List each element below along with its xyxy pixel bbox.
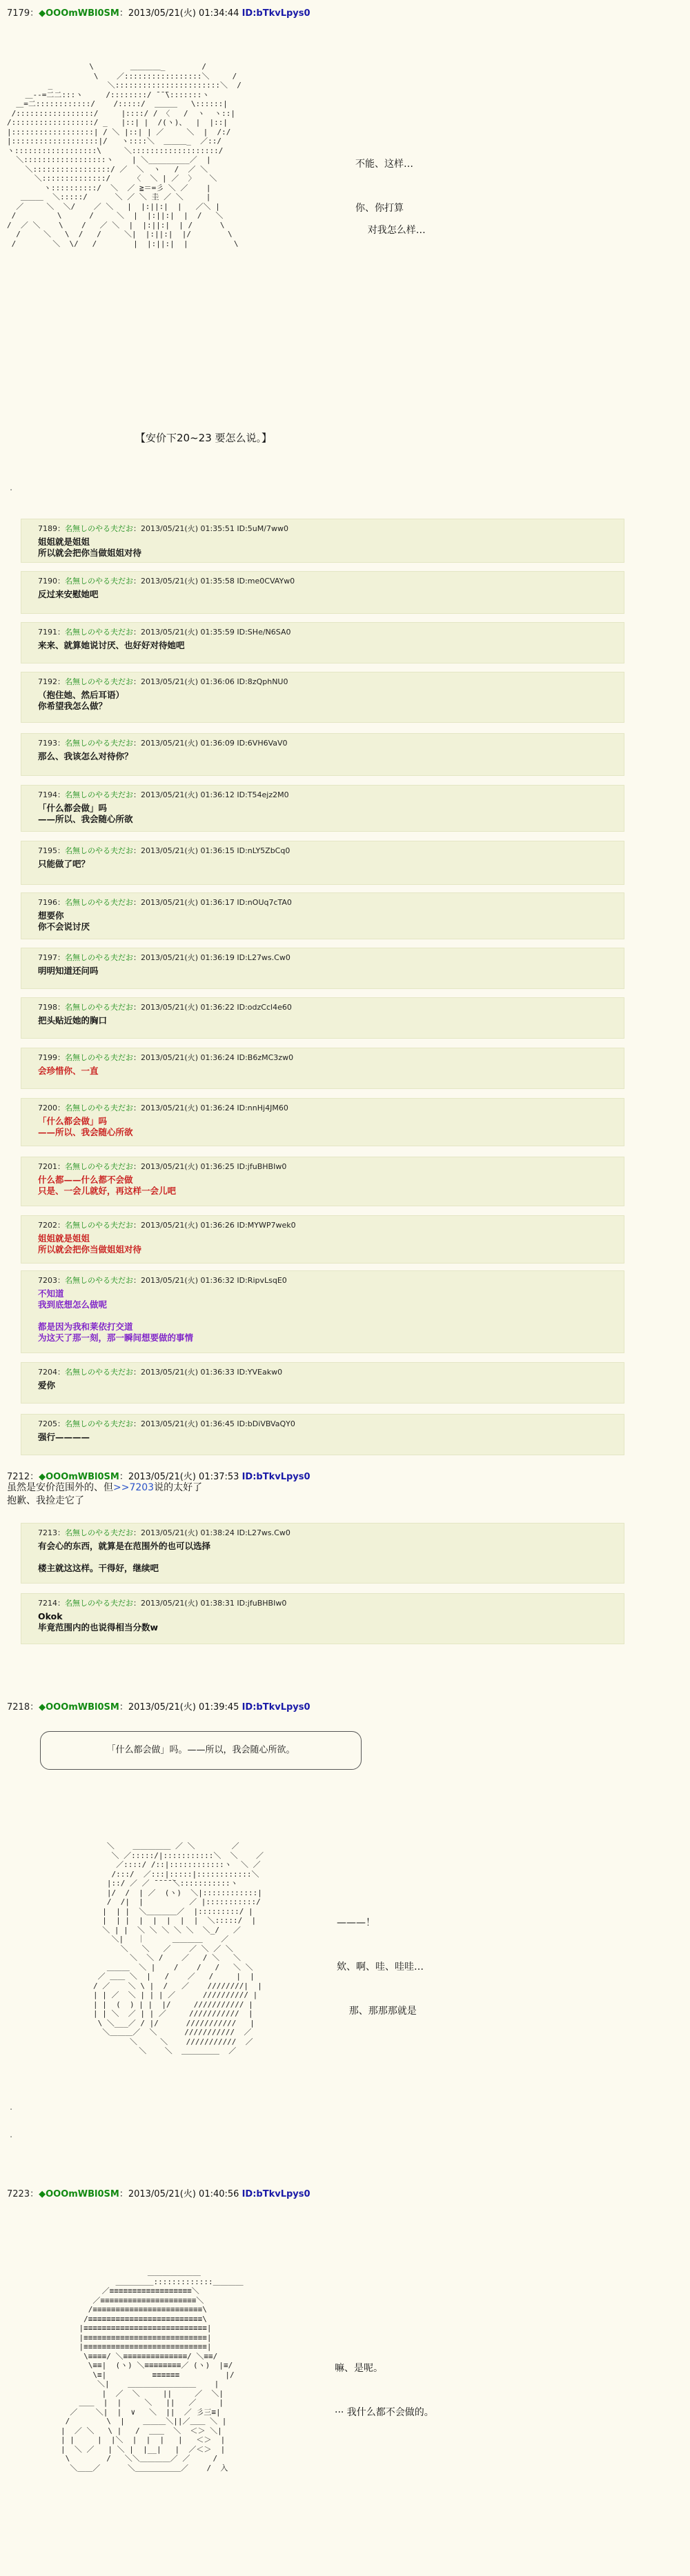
reply-header: 7201：名無しのやる夫だお：2013/05/21(火) 01:36:25 ID:jfuBHBIw0: [38, 1162, 287, 1171]
separator-dot: .: [10, 2130, 13, 2140]
reply-date: ：2013/05/21(火) 01:36:06: [133, 677, 235, 686]
post-date: ：2013/05/21(火) 01:40:56: [119, 2189, 239, 2199]
reply-id[interactable]: ID:8zQphNU0: [237, 677, 288, 686]
reply-box: [21, 1414, 624, 1455]
reply-box: [21, 1593, 624, 1644]
reply-number[interactable]: 7190: [38, 577, 57, 586]
reply-date: ：2013/05/21(火) 01:36:19: [133, 953, 235, 962]
reply-number[interactable]: 7193: [38, 739, 57, 748]
poster-name[interactable]: ◆OOOmWBl0SM: [39, 8, 119, 19]
reply-text: 什么都——什么都不会做 只是、一会儿就好，再这样一会儿吧: [38, 1175, 177, 1196]
reply-id[interactable]: ID:B6zMC3zw0: [237, 1053, 294, 1062]
poster-name[interactable]: ◆OOOmWBl0SM: [39, 2189, 119, 2199]
reply-box: [21, 1362, 624, 1404]
reply-number[interactable]: 7200: [38, 1104, 57, 1112]
reply-number[interactable]: 7196: [38, 898, 57, 907]
reply-date: ：2013/05/21(火) 01:35:51: [133, 524, 235, 533]
reply-text: 强行————: [38, 1432, 90, 1442]
reply-text: 「什么都会做」吗 ——所以、我会随心所欲: [38, 803, 133, 824]
reply-number[interactable]: 7214: [38, 1599, 57, 1608]
separator-dot: .: [10, 2102, 13, 2113]
reply-name: 名無しのやる夫だお: [65, 846, 133, 855]
reply-text: Okok 毕竟范围内的也说得相当分数w: [38, 1611, 159, 1633]
reply-number[interactable]: 7203: [38, 1276, 57, 1285]
reply-text: 把头贴近她的胸口: [38, 1015, 108, 1026]
reply-text: 姐姐就是姐姐 所以就会把你当做姐姐对待: [38, 1233, 142, 1255]
reply-number[interactable]: 7189: [38, 524, 57, 533]
reply-box: [21, 1098, 624, 1146]
reply-id[interactable]: ID:MYWP7wek0: [237, 1221, 296, 1230]
reply-box: [21, 672, 624, 723]
reply-id[interactable]: ID:5uM/7ww0: [237, 524, 288, 533]
reply-header: 7203：名無しのやる夫だお：2013/05/21(火) 01:36:32 ID:RipvLsqE0: [38, 1276, 287, 1285]
reply-number[interactable]: 7202: [38, 1221, 57, 1230]
reply-header: 7198：名無しのやる夫だお：2013/05/21(火) 01:36:22 ID:odzCcl4e60: [38, 1003, 292, 1012]
poster-id[interactable]: ID:bTkvLpys0: [241, 8, 310, 19]
reply-box: [21, 733, 624, 776]
ascii-art-figure-3: ＿＿＿＿＿＿＿ ＿＿＿＿＿:::::::::::::＿＿＿＿ ／≡≡≡≡≡≡≡≡≡≡≡≡≡≡≡≡≡≡＼ ／≡≡≡≡≡≡≡≡≡≡≡≡≡≡≡≡≡≡≡≡≡＼ /≡≡≡≡≡≡≡≡≡≡≡≡≡≡≡≡≡≡≡≡≡≡≡≡\ /≡≡≡≡≡≡≡≡≡≡≡≡≡≡≡≡≡≡≡≡≡≡≡≡≡\ |≡≡≡≡≡≡≡≡≡≡≡≡≡≡≡≡≡≡≡≡≡≡≡≡≡≡≡| |≡≡≡≡≡≡≡≡≡≡≡≡≡≡≡≡≡≡≡≡≡≡≡≡≡≡≡| |≡≡≡≡≡≡≡≡≡≡≡≡≡≡≡≡≡≡≡≡≡≡≡≡≡≡≡| \≡≡≡≡/ ＼≡≡≡≡≡≡≡≡≡≡≡≡≡≡/ ＼≡≡/ \≡≡| (ヽ) ＼≡≡≡≡≡≡≡≡／ (ヽ) |≡/ \≡| ≡≡≡≡≡≡ |/ ＼| ＿＿＿＿＿＿＿＿＿ | | ／ ＼ || ／ ＼| ＿＿ | | ＼ || ／ | ／ ＼| | ∨ ＼ || ／ 彡三≡| / \ | ＿＿＿＼||／＿＿ ＼ | | ／ ＼ \ | / ＿＿ ＼ ＜＞ ＼| | | | |＼ | | | | ＜＞ | | ＼ ／ | ＼ | |__| | ／＜＞ | \ / ＼＼＿＿＿＿／ ／ / ＼＿＿／ ＼＿＿＿＿＿＿／ / 入: [61, 2268, 244, 2473]
reply-name: 名無しのやる夫だお: [65, 1419, 133, 1428]
reply-header: 7197：名無しのやる夫だお：2013/05/21(火) 01:36:19 ID:L27ws.Cw0: [38, 953, 290, 962]
reply-id[interactable]: ID:me0CVAYw0: [237, 577, 295, 586]
reply-box: [21, 571, 624, 614]
ascii-art-figure-2: ＼ ＿＿＿＿＿ ／ ＼ ／ ＼ ／:::::/|:::::::::::＼ ＼ ／ ／::::/ /::|::::::::::::ヽ ＼ ／ /:::/ ／:::|:::::|::::::::::::＼ |::/ ／ ／ ̄ ̄ ̄ ̄ ̄＼:::::::::::ヽ |/ / | ／ (ヽ) ＼|::::::::::::| / /| | ／ |:::::::::::/ | | | ＼＿＿＿＿／ |:::::::::/ | | | | | | | | | ＼:::::/ | ＼ | | ＼ ＼ ＼ ＼ ＼ ＼_/ ／ ＼| ｜ ＿＿＿＿ ／ ＼ ＼ ／ ／ ＼ ／ ＼ ＼ ＼ / ／ / ＼ ＼ ＿＿＿ ＼ | / / / ＼ ＼ ／ ＿＿ ＼ | / ／ / | | / ／ ＼ \ | / ／ ////////| | | | ／ ＼ | | | ／ ////////// | | | ( ) | | |/ /////////// | | | ＼ ／ | | ／ /////////// | \ ＼___／ / |/ /////////// | ＼＿＿＿／ ＼ /////////// ／ ＼ ＼ /////////// ／ ＼ ＼ ＿＿＿＿＿ ／: [93, 1841, 264, 2055]
reply-number[interactable]: 7201: [38, 1162, 57, 1171]
reply-number[interactable]: 7192: [38, 677, 57, 686]
reply-name: 名無しのやる夫だお: [65, 1003, 133, 1012]
post-header: [7, 1699, 310, 1713]
reply-date: ：2013/05/21(火) 01:36:24: [133, 1104, 235, 1112]
reply-name: 名無しのやる夫だお: [65, 1221, 133, 1230]
reply-date: ：2013/05/21(火) 01:36:33: [133, 1368, 235, 1377]
reply-date: ：2013/05/21(火) 01:36:24: [133, 1053, 235, 1062]
reply-header: 7190：名無しのやる夫だお：2013/05/21(火) 01:35:58 ID:me0CVAYw0: [38, 577, 295, 586]
poster-id[interactable]: ID:bTkvLpys0: [241, 1702, 310, 1713]
reply-name: 名無しのやる夫だお: [65, 1053, 133, 1062]
reply-header: 7214：名無しのやる夫だお：2013/05/21(火) 01:38:31 ID:jfuBHBIw0: [38, 1599, 287, 1608]
reply-name: 名無しのやる夫だお: [65, 577, 133, 586]
reply-text: 爱你: [38, 1380, 56, 1390]
reply-box: [21, 1157, 624, 1206]
reply-number[interactable]: 7204: [38, 1368, 57, 1377]
reply-id[interactable]: ID:jfuBHBIw0: [237, 1162, 287, 1171]
reply-number[interactable]: 7199: [38, 1053, 57, 1062]
reply-box: [21, 622, 624, 663]
reply-box: [21, 785, 624, 832]
reply-date: ：2013/05/21(火) 01:38:24: [133, 1528, 235, 1537]
reply-name: 名無しのやる夫だお: [65, 1528, 133, 1537]
reply-header: 7189：名無しのやる夫だお：2013/05/21(火) 01:35:51 ID:5uM/7ww0: [38, 524, 288, 533]
reply-id[interactable]: ID:6VH6VaV0: [237, 739, 288, 748]
reply-box: [21, 997, 624, 1039]
reply-text: 明明知道还问吗: [38, 966, 99, 976]
reply-name: 名無しのやる夫だお: [65, 1104, 133, 1112]
reply-name: 名無しのやる夫だお: [65, 677, 133, 686]
reply-name: 名無しのやる夫だお: [65, 953, 133, 962]
reply-number[interactable]: 7213: [38, 1528, 57, 1537]
post1-dialogue: 不能、这样… 你、你打算 对我怎么样…: [355, 159, 426, 236]
post2-body: [7, 1481, 202, 1508]
reply-id[interactable]: ID:L27ws.Cw0: [237, 953, 290, 962]
post-header: [7, 1469, 310, 1482]
reply-name: 名無しのやる夫だお: [65, 628, 133, 637]
reply-text: 那么、我该怎么对待你？: [38, 751, 133, 761]
reply-name: 名無しのやる夫だお: [65, 739, 133, 748]
reply-date: ：2013/05/21(火) 01:36:09: [133, 739, 235, 748]
reply-id[interactable]: ID:jfuBHBIw0: [237, 1599, 287, 1608]
reply-text: 来来、就算她说讨厌、也好好对待她吧: [38, 640, 185, 650]
post1-caption: 【安价下20~23 要怎么说。】: [135, 432, 273, 444]
reply-id[interactable]: ID:YVEakw0: [237, 1368, 283, 1377]
reply-date: ：2013/05/21(火) 01:35:59: [133, 628, 235, 637]
separator-dot: .: [10, 483, 13, 493]
reply-id[interactable]: ID:L27ws.Cw0: [237, 1528, 290, 1537]
post-date: ：2013/05/21(火) 01:39:45: [119, 1702, 239, 1713]
reply-box: [21, 892, 624, 939]
reply-id[interactable]: ID:odzCcl4e60: [237, 1003, 292, 1012]
reply-name: 名無しのやる夫だお: [65, 524, 133, 533]
reply-header: 7199：名無しのやる夫だお：2013/05/21(火) 01:36:24 ID:B6zMC3zw0: [38, 1053, 294, 1062]
reply-anchor-link[interactable]: >>7203: [113, 1482, 155, 1493]
reply-box: [21, 1523, 624, 1584]
reply-number[interactable]: 7191: [38, 628, 57, 637]
reply-date: ：2013/05/21(火) 01:36:22: [133, 1003, 235, 1012]
reply-header: 7191：名無しのやる夫だお：2013/05/21(火) 01:35:59 ID:SHe/N6SA0: [38, 628, 291, 637]
reply-id[interactable]: ID:SHe/N6SA0: [237, 628, 291, 637]
reply-box: [21, 519, 624, 563]
reply-name: 名無しのやる夫だお: [65, 1276, 133, 1285]
poster-id[interactable]: ID:bTkvLpys0: [241, 2189, 310, 2199]
reply-header: 7192：名無しのやる夫だお：2013/05/21(火) 01:36:06 ID:8zQphNU0: [38, 677, 288, 686]
reply-text: 反过来安慰她吧: [38, 589, 99, 599]
reply-date: ：2013/05/21(火) 01:36:45: [133, 1419, 235, 1428]
reply-text: 不知道 我到底想怎么做呢 都是因为我和莱依打交道 为这天了那一刻，那一瞬间想要做的事情: [38, 1288, 194, 1343]
post-date: ：2013/05/21(火) 01:34:44: [119, 8, 239, 19]
reply-header: 7195：名無しのやる夫だお：2013/05/21(火) 01:36:15 ID:nLY5ZbCq0: [38, 846, 290, 855]
post-number: 7218：: [7, 1702, 39, 1713]
reply-number[interactable]: 7194: [38, 790, 57, 799]
reply-name: 名無しのやる夫だお: [65, 1599, 133, 1608]
post-header: [7, 2186, 310, 2199]
reply-header: 7193：名無しのやる夫だお：2013/05/21(火) 01:36:09 ID:6VH6VaV0: [38, 739, 288, 748]
reply-text: 有会心的东西，就算是在范围外的也可以选择 楼主就这这样。干得好，继续吧: [38, 1541, 211, 1573]
post3-dialogue: ———！ 欸、啊、哇、哇哇… 那、那那那就是: [337, 1917, 424, 2017]
post2-text: 说的太好了: [154, 1482, 203, 1493]
reply-box: [21, 1270, 624, 1353]
reply-header: 7204：名無しのやる夫だお：2013/05/21(火) 01:36:33 ID:YVEakw0: [38, 1368, 283, 1377]
reply-date: ：2013/05/21(火) 01:36:12: [133, 790, 235, 799]
post4-dialogue: 嘛、是呢。 ··· 我什么都不会做的。: [335, 2363, 434, 2418]
post-header: [7, 6, 310, 19]
ascii-art-figure-1: \ ＿＿＿＿_ / \ ／:::::::::::::::::＼ / _ ＼:::::::::::::::::::::::＼ / ＿--=二二:::ヽ /::::::::/ ̄ ̄ ̄\:::::::ヽ ＿=二::::::::::::/ /:::::/ ＿＿＿ \::::::| /:::::::::::::::::/ |::::/ / 〈 / ヽ ヽ::| /::::::::::::::::::/ _ |::| | /(ヽ)、 | |::| |::::::::::::::::::| / ＼ |::| | ／ ＼ | /:/ |:::::::::::::::::::|/ ヽ::::＼ ＿＿＿_ ／::/ ヽ::::::::::::::::::\ ＼:::::::::::::::::::/ ＼::::::::::::::::::ヽ | ＼_________／ | ＼:::::::::::::::::/ ／ ＼ ヽ / ／ ＼ ＼::::::::::::::/ 〈 ＼ | ／ 〉 ＼ ヽ::::::::::/ ＼ ／ ≧＝=彡 ＼ ／ | ＿＿＿ ＼:::::/ ＼ ／ ＼ 圭 ／ ＼ | ／ ＼ ＼/ ／ ＼ | |:||:| | ／＼ | / \ / ＼ | |:||:| | / ＼ / ／ ＼ \ / ／ ＼ | |:||:| | / \ / ＼ \ / / ＼| |:||:| |/ \ / ＼ \/ / | |:||:| | \: [7, 62, 241, 248]
reply-header: 7194：名無しのやる夫だお：2013/05/21(火) 01:36:12 ID:T54ejz2M0: [38, 790, 289, 799]
reply-id[interactable]: ID:nLY5ZbCq0: [237, 846, 290, 855]
reply-text: 会珍惜你、一直: [38, 1066, 99, 1076]
reply-id[interactable]: ID:T54ejz2M0: [237, 790, 289, 799]
reply-text: 「什么都会做」吗 ——所以、我会随心所欲: [38, 1116, 133, 1137]
poster-id[interactable]: ID:bTkvLpys0: [241, 1472, 310, 1482]
reply-header: 7196：名無しのやる夫だお：2013/05/21(火) 01:36:17 ID:nOUq7cTA0: [38, 898, 292, 907]
reply-name: 名無しのやる夫だお: [65, 1162, 133, 1171]
reply-date: ：2013/05/21(火) 01:36:26: [133, 1221, 235, 1230]
reply-text: 姐姐就是姐姐 所以就会把你当做姐姐对待: [38, 537, 142, 558]
post-number: 7223：: [7, 2189, 39, 2199]
reply-date: ：2013/05/21(火) 01:38:31: [133, 1599, 235, 1608]
post-number: 7179：: [7, 8, 39, 19]
reply-header: 7200：名無しのやる夫だお：2013/05/21(火) 01:36:24 ID:nnHj4JM60: [38, 1104, 288, 1112]
reply-date: ：2013/05/21(火) 01:36:17: [133, 898, 235, 907]
reply-name: 名無しのやる夫だお: [65, 1368, 133, 1377]
reply-text: （抱住她、然后耳语） 你希望我怎么做？: [38, 690, 125, 711]
reply-id[interactable]: ID:RipvLsqE0: [237, 1276, 287, 1285]
reply-box: [21, 1048, 624, 1089]
reply-number[interactable]: 7197: [38, 953, 57, 962]
reply-header: 7205：名無しのやる夫だお：2013/05/21(火) 01:36:45 ID:bDiVBVaQY0: [38, 1419, 295, 1428]
post-date: ：2013/05/21(火) 01:37:53: [119, 1472, 239, 1482]
reply-date: ：2013/05/21(火) 01:36:15: [133, 846, 235, 855]
post2-text: 抱歉、我捡走它了: [7, 1495, 84, 1506]
reply-date: ：2013/05/21(火) 01:35:58: [133, 577, 235, 586]
reply-box: [21, 1215, 624, 1264]
reply-number[interactable]: 7205: [38, 1419, 57, 1428]
reply-header: 7213：名無しのやる夫だお：2013/05/21(火) 01:38:24 ID:L27ws.Cw0: [38, 1528, 290, 1537]
reply-number[interactable]: 7198: [38, 1003, 57, 1012]
reply-header: 7202：名無しのやる夫だお：2013/05/21(火) 01:36:26 ID:MYWP7wek0: [38, 1221, 296, 1230]
post2-text: 虽然是安价范围外的、但: [7, 1482, 113, 1493]
reply-id[interactable]: ID:nnHj4JM60: [237, 1104, 288, 1112]
reply-name: 名無しのやる夫だお: [65, 790, 133, 799]
speech-bubble: 「什么都会做」吗。——所以，我会随心所欲。: [40, 1731, 362, 1770]
reply-name: 名無しのやる夫だお: [65, 898, 133, 907]
reply-box: [21, 841, 624, 885]
reply-box: [21, 948, 624, 989]
reply-date: ：2013/05/21(火) 01:36:25: [133, 1162, 235, 1171]
post-number: 7212：: [7, 1472, 39, 1482]
reply-text: 只能做了吧？: [38, 859, 90, 869]
poster-name[interactable]: ◆OOOmWBl0SM: [39, 1472, 119, 1482]
reply-id[interactable]: ID:bDiVBVaQY0: [237, 1419, 295, 1428]
poster-name[interactable]: ◆OOOmWBl0SM: [39, 1702, 119, 1713]
reply-id[interactable]: ID:nOUq7cTA0: [237, 898, 292, 907]
reply-number[interactable]: 7195: [38, 846, 57, 855]
reply-text: 想要你 你不会说讨厌: [38, 910, 90, 932]
reply-date: ：2013/05/21(火) 01:36:32: [133, 1276, 235, 1285]
